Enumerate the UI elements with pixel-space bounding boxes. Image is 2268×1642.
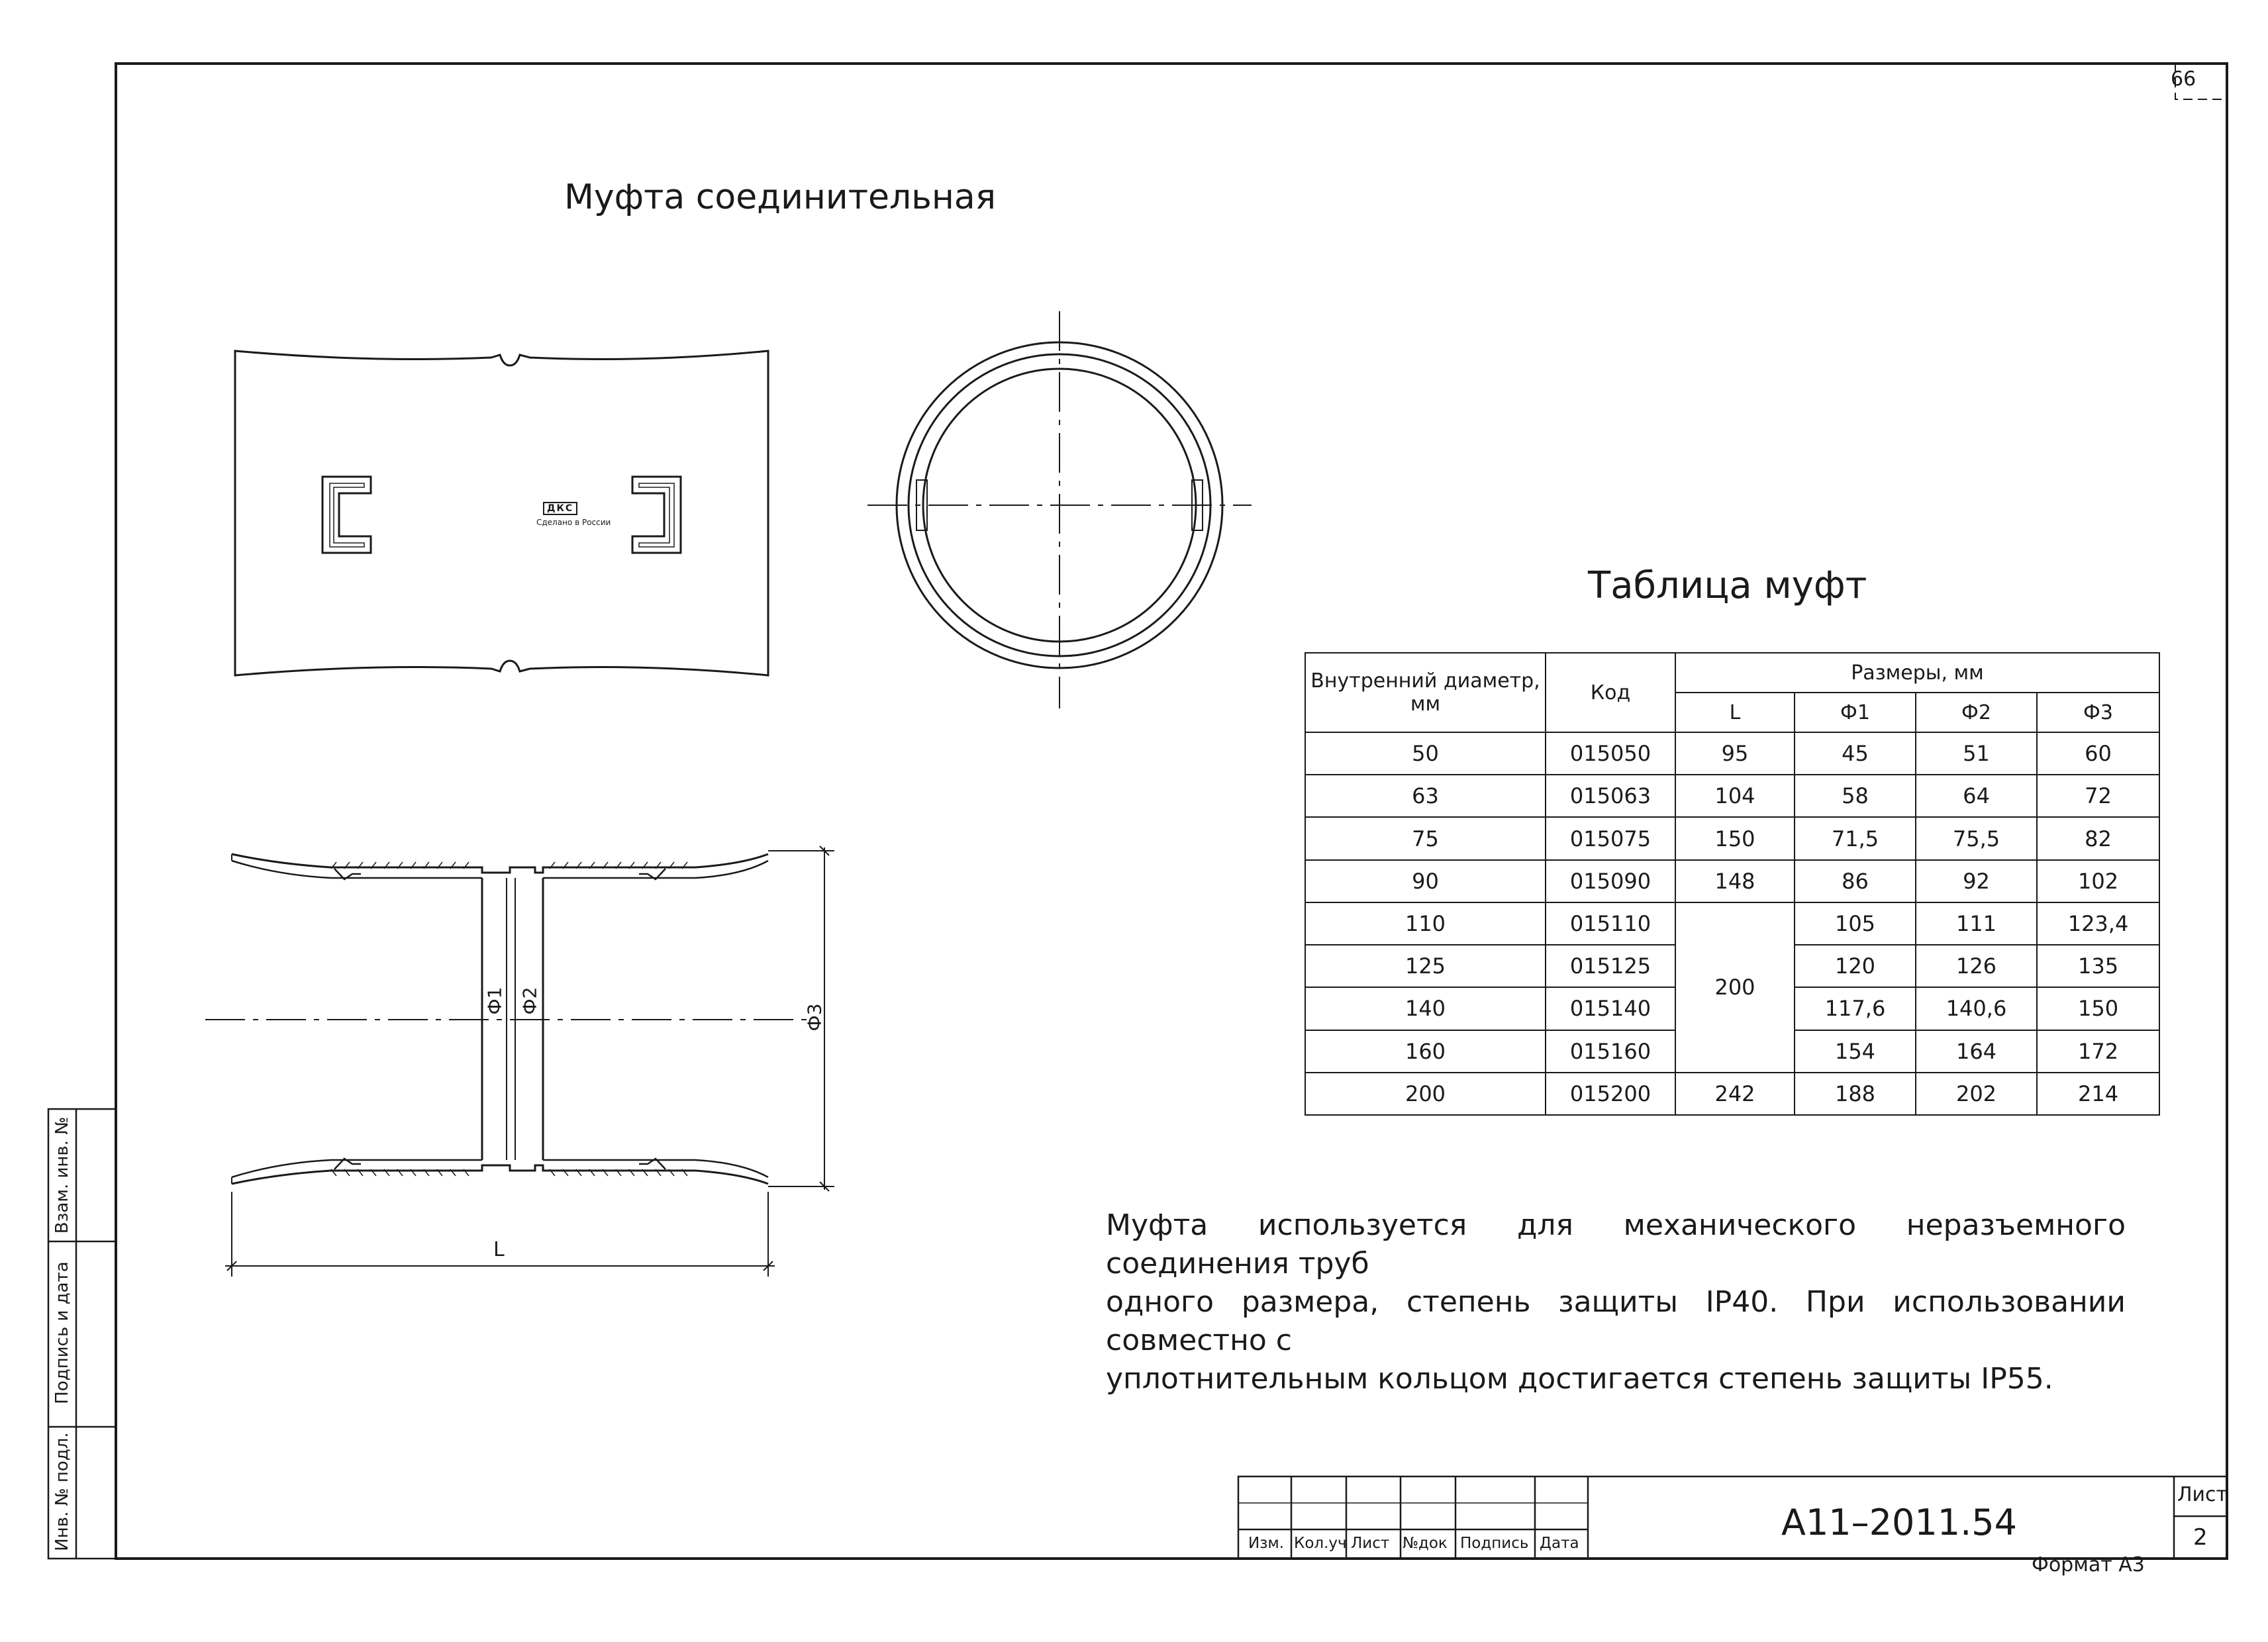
table-row [1305,817,2159,859]
dkc-logo: ДКС [543,502,577,515]
table-row [1305,775,2159,817]
cell-L-merged: 200 [1675,902,1795,1073]
cell-phi3: 135 [2037,945,2159,987]
cell-phi1: 105 [1795,902,1916,945]
coupling-section-view [205,846,834,1277]
cell-phi2: 75,5 [1916,817,2037,859]
stamp-vzam-inv-label: Взам. инв. № [52,1116,72,1234]
table-row [1305,1073,2159,1115]
dim-phi2-label: Ф2 [518,987,541,1015]
title-block-col-koluch: Кол.уч [1294,1535,1347,1552]
title-block-col-data: Дата [1540,1535,1579,1552]
header-L: L [1675,693,1795,732]
cell-code: 015110 [1546,902,1675,945]
description-paragraph [1106,1206,2126,1398]
cell-L: 242 [1675,1073,1795,1115]
cell-phi1: 117,6 [1795,987,1916,1030]
coupling-table [1305,652,2160,1116]
sheet-value: 2 [2193,1524,2208,1551]
description-line: уплотнительным кольцом достигается степень защиты IP55. [1106,1362,2053,1396]
cell-phi1: 45 [1795,732,1916,775]
header-phi3: Ф3 [2037,693,2159,732]
cell-phi2: 92 [1916,860,2037,902]
dim-phi3-label: Ф3 [803,1003,826,1032]
drawing-title: Муфта соединительная [564,177,997,217]
cell-L: 150 [1675,817,1795,859]
title-block-col-podpis: Подпись [1460,1535,1529,1552]
cell-code: 015125 [1546,945,1675,987]
cell-diameter: 160 [1305,1030,1546,1073]
stamp-inv-podl-label: Инв. № подл. [52,1432,72,1551]
cell-diameter: 110 [1305,902,1546,945]
cell-phi3: 172 [2037,1030,2159,1073]
document-code: А11–2011.54 [1781,1502,2017,1543]
cell-code: 015160 [1546,1030,1675,1073]
cell-diameter: 140 [1305,987,1546,1030]
title-block-col-izm: Изм. [1248,1535,1285,1552]
cell-code: 015090 [1546,860,1675,902]
cell-phi2: 140,6 [1916,987,2037,1030]
right-latch-slot [632,477,681,553]
cell-phi1: 86 [1795,860,1916,902]
cell-L: 104 [1675,775,1795,817]
dim-length-label: L [493,1238,505,1261]
cell-phi3: 214 [2037,1073,2159,1115]
header-phi2: Ф2 [1916,693,2037,732]
cell-code: 015140 [1546,987,1675,1030]
header-sizes: Размеры, мм [1675,653,2159,693]
table-title: Таблица муфт [1588,564,1867,607]
cell-code: 015200 [1546,1073,1675,1115]
cell-phi2: 202 [1916,1073,2037,1115]
table-row [1305,902,2159,945]
format-label: Формат А3 [2032,1553,2145,1576]
cell-phi3: 82 [2037,817,2159,859]
cell-phi2: 64 [1916,775,2037,817]
cell-code: 015075 [1546,817,1675,859]
cell-phi3: 102 [2037,860,2159,902]
page-number: 66 [2171,68,2196,91]
cell-phi3: 72 [2037,775,2159,817]
cell-phi1: 154 [1795,1030,1916,1073]
cell-L: 148 [1675,860,1795,902]
sheet-label: Лист [2177,1483,2228,1506]
cell-phi3: 150 [2037,987,2159,1030]
cell-phi3: 123,4 [2037,902,2159,945]
coupling-side-view [235,351,768,675]
cell-phi1: 188 [1795,1073,1916,1115]
cell-diameter: 63 [1305,775,1546,817]
table-row [1305,732,2159,775]
title-block-col-ndok: №док [1403,1535,1448,1552]
cell-diameter: 50 [1305,732,1546,775]
cell-L: 95 [1675,732,1795,775]
cell-phi2: 51 [1916,732,2037,775]
cell-phi1: 120 [1795,945,1916,987]
cell-diameter: 75 [1305,817,1546,859]
cell-phi2: 111 [1916,902,2037,945]
cell-phi2: 164 [1916,1030,2037,1073]
title-block-col-list: Лист [1351,1535,1390,1552]
description-line: одного размера, степень защиты IP40. При использовании совместно с [1106,1285,2126,1357]
header-code: Код [1546,653,1675,732]
dim-phi1-label: Ф1 [483,987,506,1015]
header-phi1: Ф1 [1795,693,1916,732]
cell-code: 015050 [1546,732,1675,775]
cell-diameter: 200 [1305,1073,1546,1115]
cell-phi2: 126 [1916,945,2037,987]
coupling-front-view [867,311,1252,708]
made-in-russia-label: Сделано в России [536,518,611,527]
description-line: Муфта используется для механического неразъемного соединения труб [1106,1208,2126,1280]
cell-code: 015063 [1546,775,1675,817]
cell-diameter: 90 [1305,860,1546,902]
cell-diameter: 125 [1305,945,1546,987]
cell-phi1: 58 [1795,775,1916,817]
cell-phi1: 71,5 [1795,817,1916,859]
stamp-podpis-data-label: Подпись и дата [52,1261,72,1404]
table-row [1305,860,2159,902]
cell-phi3: 60 [2037,732,2159,775]
header-inner-diameter: Внутренний диаметр, мм [1305,653,1546,732]
